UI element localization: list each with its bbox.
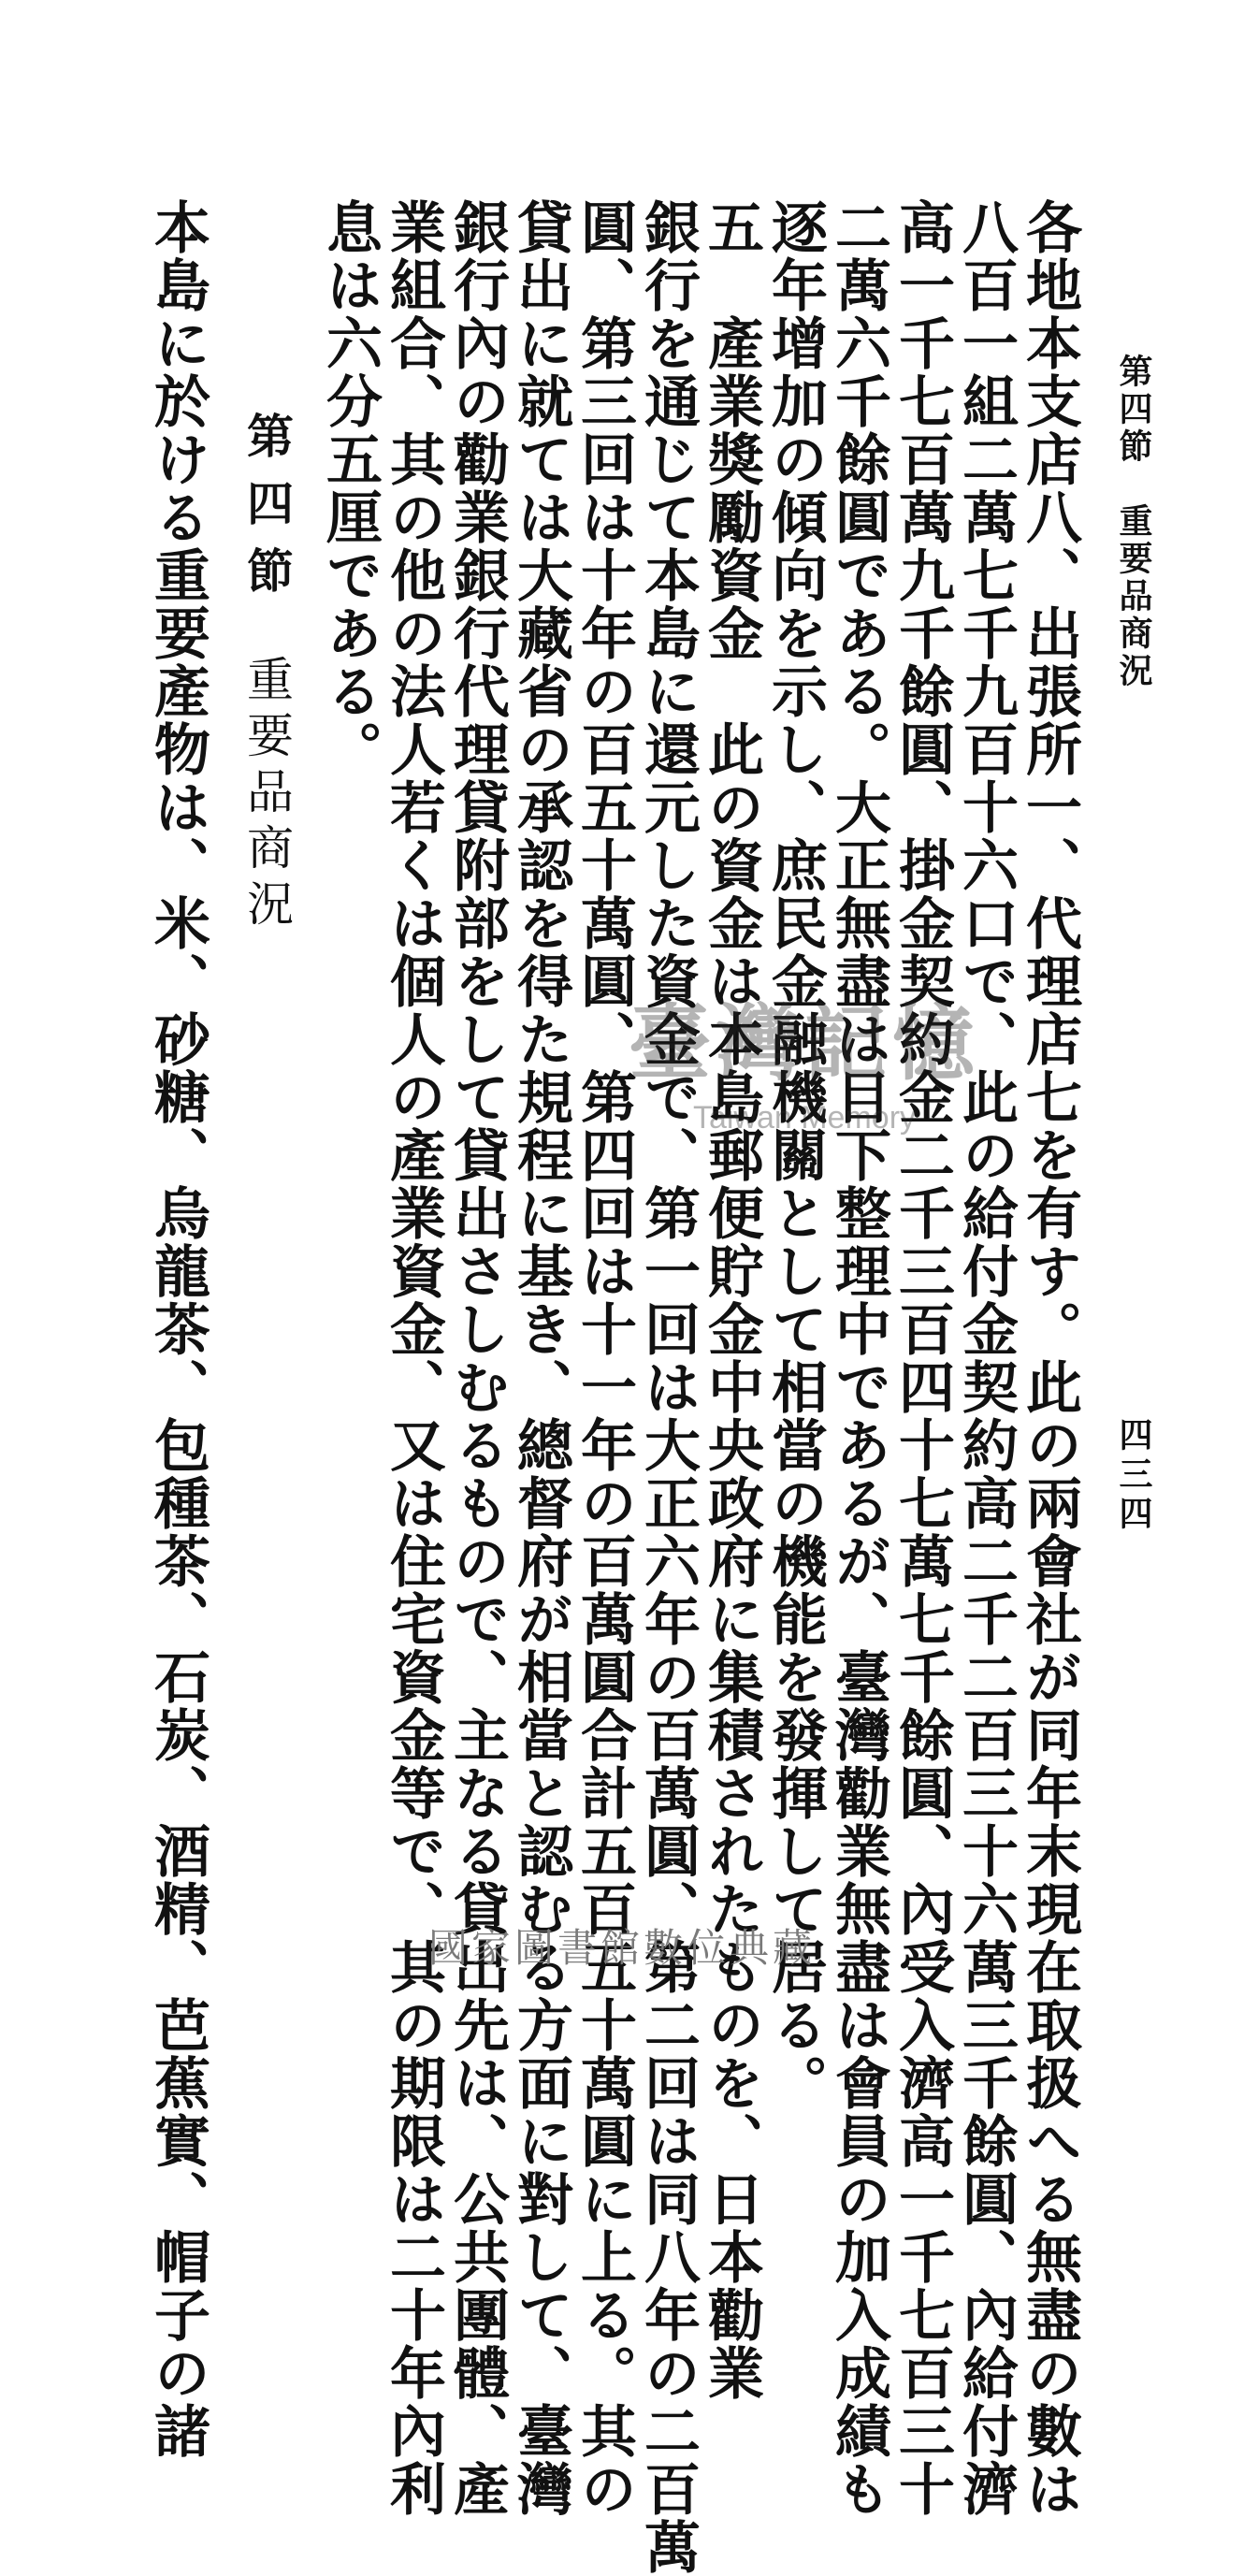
- text-line-10: 銀行內の勸業銀行代理貸附部をして貸出さしむるもので、主なる貸出先は、公共團體、產: [444, 198, 510, 2518]
- text-line-8: 圓、第三回は十年の百五十萬圓、第四回は十一年の百萬圓合計五百五十萬圓に上る。其の: [571, 198, 637, 2518]
- text-line-13: 本島に於ける重要產物は、米、砂糖、烏龍茶、包種茶、石炭、酒精、芭蕉實、帽子の諸: [145, 198, 210, 2460]
- section-number: 第四節: [239, 412, 295, 614]
- text-line-7: 銀行を通じて本島に還元した資金で、第一回は大正六年の百萬圓、第二回は同八年の二百萬: [635, 198, 701, 2576]
- text-line-12: 息は六分五厘である。: [317, 198, 383, 778]
- text-line-9: 貸出に就ては大藏省の承認を得た規程に基き、總督府が相當と認むる方面に對して、臺灣: [508, 198, 573, 2518]
- text-line-5: 逐年增加の傾向を示し、庶民金融機關として相當の機能を發揮して居る。: [762, 198, 828, 2112]
- text-line-6: 五 產業獎勵資金 此の資金は本島郵便貯金中央政府に集積されたものを、日本勸業: [699, 198, 764, 2402]
- text-line-1: 各地本支店八、出張所一、代理店七を有す。此の兩會社が同年末現在取扱へる無盡の數は: [1017, 198, 1082, 2518]
- watermark-script: 臺灣記憶: [628, 993, 980, 1092]
- text-line-2: 八百一組二萬七千九百十六口で、此の給付金契約高二千二百三十六萬三千餘圓、內給付濟: [953, 198, 1019, 2518]
- footer-text: 國家圖書館數位典藏: [427, 1925, 816, 1971]
- watermark-latin: Taiwan Memory: [692, 1099, 917, 1136]
- text-line-3: 高一千七百萬九千餘圓、掛金契約金二千三百四十七萬七千餘圓、內受入濟高一千七百三十: [890, 198, 955, 2518]
- watermark: [608, 982, 1001, 1136]
- page-number: 四三四: [1114, 1417, 1153, 1535]
- section-title: 重要品商況: [239, 655, 294, 935]
- text-line-4: 二萬六千餘圓である。大正無盡は目下整理中であるが、臺灣勸業無盡は會員の加入成績も: [826, 198, 891, 2518]
- text-line-11: 業組合、其の他の法人若くは個人の產業資金、又は住宅資金等で、其の期限は二十年內利: [381, 198, 446, 2518]
- running-title: 第四節 重要品商況: [1114, 354, 1153, 690]
